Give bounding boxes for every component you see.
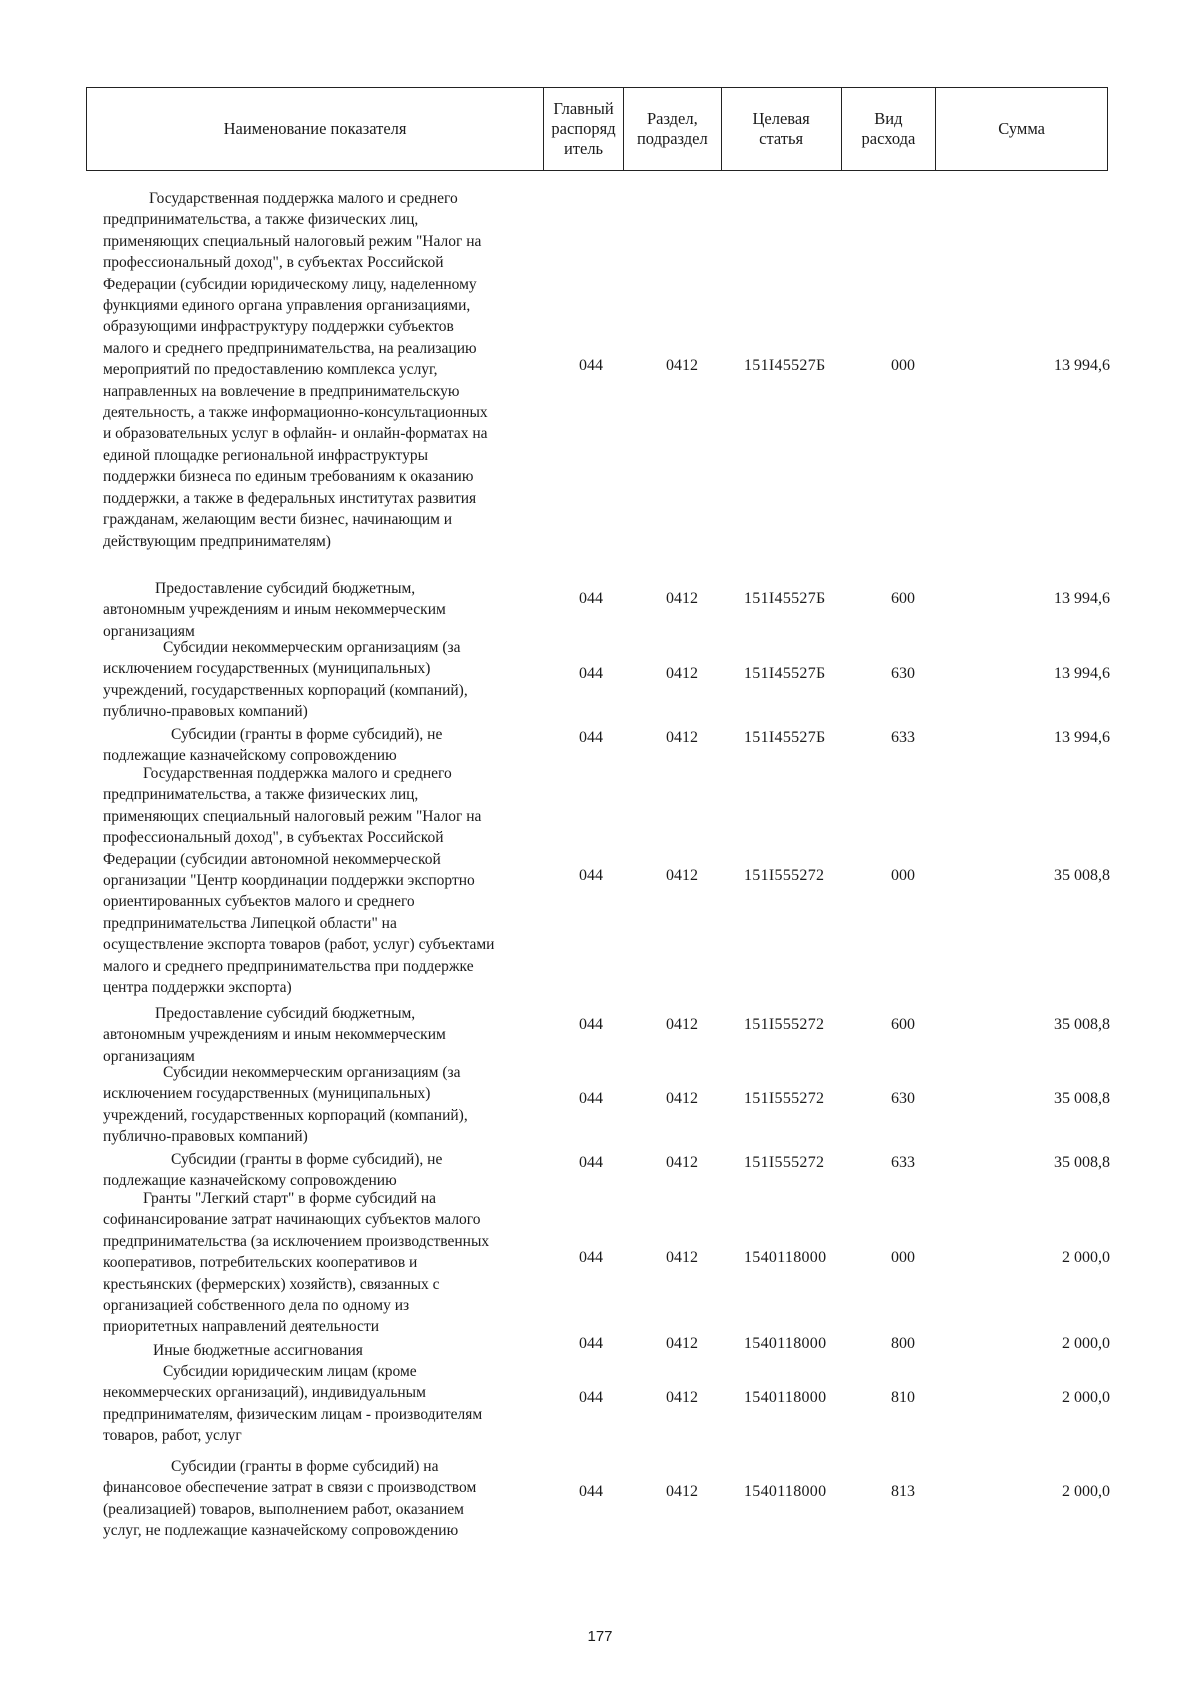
main-manager-cell: 044	[579, 357, 603, 374]
section-cell: 0412	[666, 590, 698, 607]
sum-cell: 2 000,0	[1062, 1249, 1110, 1266]
sum-cell: 13 994,6	[1054, 357, 1110, 374]
header-section: Раздел, подраздел	[624, 88, 722, 170]
header-name: Наименование показателя	[87, 88, 544, 170]
target-article-cell: 1540118000	[744, 1249, 827, 1266]
section-cell: 0412	[666, 1249, 698, 1266]
section-cell: 0412	[666, 1090, 698, 1107]
indicator-name-cell: Предоставление субсидий бюджетным, автономным учреждениям и иным некоммерческим организациям	[103, 580, 446, 640]
sum-cell: 35 008,8	[1054, 867, 1110, 884]
target-article-cell: 151I555272	[744, 1090, 825, 1107]
sum-cell: 35 008,8	[1054, 1154, 1110, 1171]
section-cell: 0412	[666, 1016, 698, 1033]
section-cell: 0412	[666, 1483, 698, 1500]
expense-type-cell: 630	[891, 665, 915, 682]
expense-type-cell: 813	[891, 1483, 915, 1500]
main-manager-cell: 044	[579, 867, 603, 884]
target-article-cell: 151I45527Б	[744, 590, 826, 607]
target-article-cell: 151I45527Б	[744, 729, 826, 746]
expense-type-cell: 633	[891, 729, 915, 746]
expense-type-cell: 600	[891, 1016, 915, 1033]
indicator-name-cell: Субсидии (гранты в форме субсидий) на финансовое обеспечение затрат в связи с производством (реализацией) товаров, выполнением работ, оказанием услуг, не подлежащие казначейскому сопровождению	[103, 1458, 477, 1540]
indicator-name-cell: Предоставление субсидий бюджетным, автономным учреждениям и иным некоммерческим организациям	[103, 1005, 446, 1065]
header-sum: Сумма	[998, 119, 1046, 138]
section-cell: 0412	[666, 1154, 698, 1171]
sum-cell: 35 008,8	[1054, 1090, 1110, 1107]
main-manager-cell: 044	[579, 665, 603, 682]
header-target-article: Целевая статья	[722, 88, 842, 170]
target-article-cell: 151I555272	[744, 867, 825, 884]
indicator-name-cell: Государственная поддержка малого и среднего предпринимательства, а также физических лиц, применяющих специальный налоговый режим "Налог на профессиональный доход", в субъектах Российской Федерации (субсидии автономной некоммерческой организации "Центр координации поддержки экспортно ориентированных субъектов малого и среднего предпринимательства Липецкой области" на осуществление экспорта товаров (работ, услуг) субъектами малого и среднего предпринимательства при поддержке центра поддержки экспорта)	[103, 765, 495, 997]
target-article-cell: 1540118000	[744, 1389, 827, 1406]
header-expense-type: Вид расхода	[842, 88, 937, 170]
target-article-cell: 151I45527Б	[744, 665, 826, 682]
sum-cell: 2 000,0	[1062, 1483, 1110, 1500]
expense-type-cell: 800	[891, 1335, 915, 1352]
main-manager-cell: 044	[579, 1090, 603, 1107]
sum-cell: 2 000,0	[1062, 1389, 1110, 1406]
expense-type-cell: 810	[891, 1389, 915, 1406]
main-manager-cell: 044	[579, 1249, 603, 1266]
sum-cell: 13 994,6	[1054, 590, 1110, 607]
target-article-cell: 151I555272	[744, 1154, 825, 1171]
section-cell: 0412	[666, 357, 698, 374]
section-cell: 0412	[666, 867, 698, 884]
target-article-cell: 151I45527Б	[744, 357, 826, 374]
indicator-name-cell: Иные бюджетные ассигнования	[153, 1342, 363, 1359]
main-manager-cell: 044	[579, 1016, 603, 1033]
expense-type-cell: 600	[891, 590, 915, 607]
sum-cell: 2 000,0	[1062, 1335, 1110, 1352]
section-cell: 0412	[666, 665, 698, 682]
expense-type-cell: 000	[891, 357, 915, 374]
header-main-manager: Главный распоряд итель	[544, 88, 624, 170]
main-manager-cell: 044	[579, 1154, 603, 1171]
main-manager-cell: 044	[579, 729, 603, 746]
main-manager-cell: 044	[579, 1389, 603, 1406]
main-manager-cell: 044	[579, 1483, 603, 1500]
expense-type-cell: 000	[891, 867, 915, 884]
sum-cell: 13 994,6	[1054, 729, 1110, 746]
indicator-name-cell: Субсидии некоммерческим организациям (за исключением государственных (муниципальных) учреждений, государственных корпораций (компаний), публично-правовых компаний)	[103, 639, 468, 721]
expense-type-cell: 630	[891, 1090, 915, 1107]
section-cell: 0412	[666, 1389, 698, 1406]
target-article-cell: 151I555272	[744, 1016, 825, 1033]
indicator-name-cell: Субсидии (гранты в форме субсидий), не подлежащие казначейскому сопровождению	[103, 726, 443, 765]
page-number: 177	[587, 1628, 613, 1645]
section-cell: 0412	[666, 729, 698, 746]
sum-cell: 13 994,6	[1054, 665, 1110, 682]
indicator-name-cell: Гранты "Легкий старт" в форме субсидий на софинансирование затрат начинающих субъектов малого предпринимательства (за исключением производственных кооперативов, потребительских кооперативов и крестьянских (фермерских) хозяйств), связанных с организацией собственного дела по одному из приоритетных направлений деятельности	[103, 1190, 490, 1336]
target-article-cell: 1540118000	[744, 1483, 827, 1500]
indicator-name-cell: Государственная поддержка малого и среднего предпринимательства, а также физических лиц, применяющих специальный налоговый режим "Налог на профессиональный доход", в субъектах Российской Федерации (субсидии юридическому лицу, наделенному функциями единого органа управления организациями, образующими инфраструктуру поддержки субъектов малого и среднего предпринимательства, на реализацию мероприятий по предоставлению комплекса услуг, направленных на вовлечение в предпринимательскую деятельность, а также информационно-консультационных и образовательных услуг в офлайн- и онлайн-форматах на единой площадке региональной инфраструктуры поддержки бизнеса по единым требованиям к оказанию поддержки, а также в федеральных институтах развития гражданам, желающим вести бизнес, начинающим и действующим предпринимателям)	[103, 190, 488, 550]
indicator-name-cell: Субсидии некоммерческим организациям (за исключением государственных (муниципальных) учреждений, государственных корпораций (компаний), публично-правовых компаний)	[103, 1064, 468, 1146]
target-article-cell: 1540118000	[744, 1335, 827, 1352]
main-manager-cell: 044	[579, 590, 603, 607]
indicator-name-cell: Субсидии (гранты в форме субсидий), не подлежащие казначейскому сопровождению	[103, 1151, 443, 1190]
indicator-name-cell: Субсидии юридическим лицам (кроме некоммерческих организаций), индивидуальным предпринимателям, физическим лицам - производителям товаров, работ, услуг	[103, 1363, 483, 1445]
expense-type-cell: 000	[891, 1249, 915, 1266]
expense-type-cell: 633	[891, 1154, 915, 1171]
table-header	[86, 87, 1108, 171]
main-manager-cell: 044	[579, 1335, 603, 1352]
sum-cell: 35 008,8	[1054, 1016, 1110, 1033]
section-cell: 0412	[666, 1335, 698, 1352]
